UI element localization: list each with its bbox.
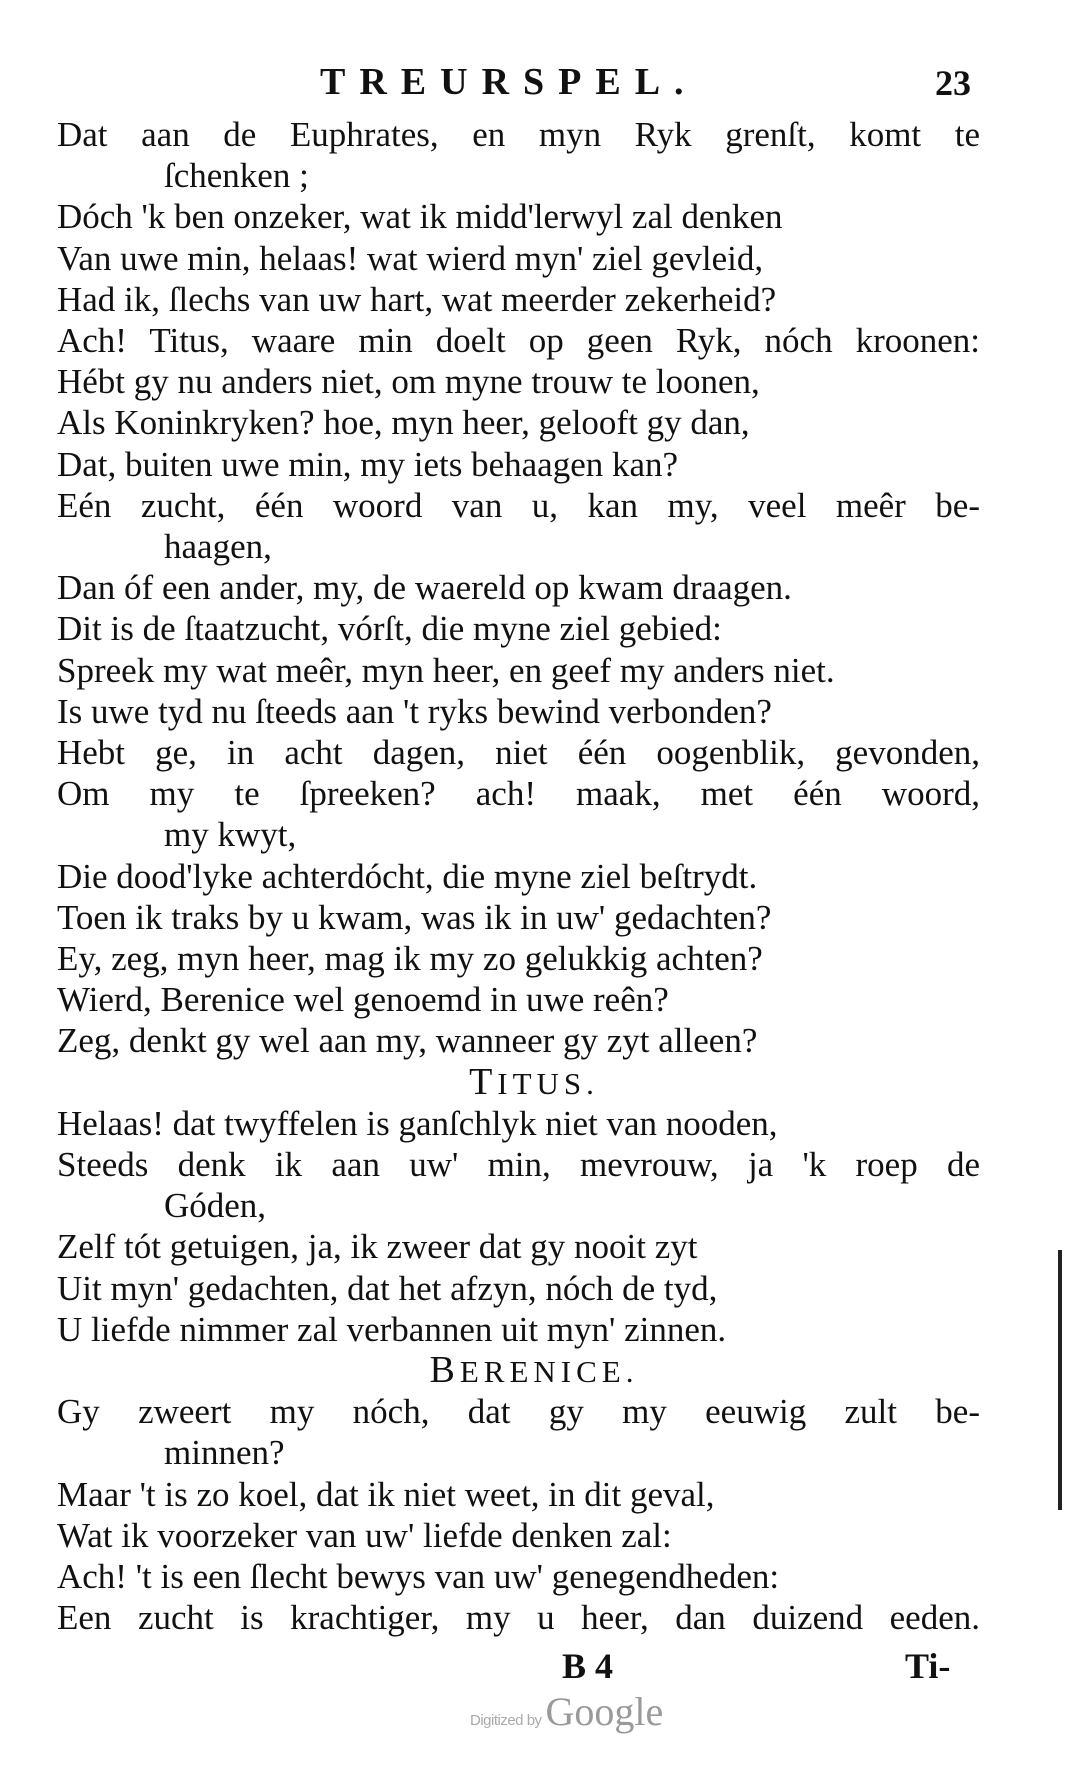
verse-line: Hebt ge, in acht dagen, niet één oogenblik, gevonden,: [57, 733, 980, 772]
verse-line: Gy zweert my nóch, dat gy my eeuwig zult be-: [57, 1392, 980, 1432]
digitized-by-google-watermark: [470, 1688, 663, 1735]
verse-line: ſchenken ;: [164, 156, 309, 196]
verse-line: Een zucht is krachtiger, my u heer, dan duizend eeden.: [57, 1598, 980, 1638]
verse-line: Om my te ſpreeken? ach! maak, met één woord,: [57, 774, 980, 814]
verse-line: Steeds denk ik aan uw' min, mevrouw, ja 'k roep de: [57, 1145, 980, 1184]
verse-line: Hébt gy nu anders niet, om myne trouw te loonen,: [57, 362, 760, 402]
page-number: 23: [935, 63, 971, 103]
verse-line: Is uwe tyd nu ſteeds aan 't ryks bewind verbonden?: [57, 691, 772, 731]
verse-line: U liefde nimmer zal verbannen uit myn' zinnen.: [57, 1309, 727, 1349]
verse-line: Uit myn' gedachten, dat het afzyn, nóch de tyd,: [57, 1268, 718, 1308]
verse-line: Zelf tót getuigen, ja, ik zweer dat gy nooit zyt: [57, 1227, 698, 1267]
verse-line: Wierd, Berenice wel genoemd in uwe reên?: [57, 980, 669, 1020]
verse-line: Die dood'lyke achterdócht, die myne ziel beſtrydt.: [57, 856, 758, 896]
speaker-heading: TITUS.: [469, 1060, 599, 1103]
verse-line: Eén zucht, één woord van u, kan my, veel meêr be-: [57, 485, 980, 525]
verse-line: Ey, zeg, myn heer, mag ik my zo gelukkig achten?: [57, 939, 763, 978]
catchword: Ti-: [905, 1646, 951, 1686]
verse-line: Toen ik traks by u kwam, was ik in uw' gedachten?: [57, 897, 772, 937]
google-logo: Google: [545, 1689, 664, 1734]
verse-line: Zeg, denkt gy wel aan my, wanneer gy zyt alleen?: [57, 1021, 758, 1061]
verse-line: haagen,: [164, 527, 272, 566]
verse-line: Ach! 't is een ſlecht bewys van uw' genegendheden:: [57, 1557, 780, 1596]
signature-mark: B 4: [562, 1646, 614, 1686]
verse-line: Had ik, ſlechs van uw hart, wat meerder zekerheid?: [57, 279, 777, 319]
verse-line: Dóch 'k ben onzeker, wat ik midd'lerwyl zal denken: [57, 197, 783, 237]
verse-line: Góden,: [164, 1186, 267, 1226]
verse-line: Maar 't is zo koel, dat ik niet weet, in dit geval,: [57, 1474, 715, 1514]
verse-line: Dat aan de Euphrates, en myn Ryk grenſt, komt te: [57, 115, 980, 154]
verse-line: minnen?: [164, 1433, 285, 1473]
verse-line: Dit is de ſtaatzucht, vórſt, die myne ziel gebied:: [57, 609, 722, 649]
verse-line: Als Koninkryken? hoe, myn heer, gelooft gy dan,: [57, 403, 750, 443]
page-edge-shadow: [1058, 1250, 1062, 1510]
verse-line: Van uwe min, helaas! wat wierd myn' ziel gevleid,: [57, 238, 764, 278]
verse-line: Wat ik voorzeker van uw' liefde denken zal:: [57, 1515, 672, 1555]
verse-line: my kwyt,: [164, 815, 297, 855]
watermark-small-text: Digitized by: [470, 1712, 542, 1729]
verse-line: Helaas! dat twyffelen is ganſchlyk niet van nooden,: [57, 1103, 778, 1143]
running-title: TREURSPEL.: [320, 61, 698, 103]
verse-line: Dat, buiten uwe min, my iets behaagen kan?: [57, 444, 679, 484]
verse-line: Dan óf een ander, my, de waereld op kwam draagen.: [57, 568, 792, 608]
speaker-heading: BERENICE.: [429, 1349, 639, 1391]
verse-line: Spreek my wat meêr, myn heer, en geef my anders niet.: [57, 650, 835, 690]
verse-line: Ach! Titus, waare min doelt op geen Ryk, nóch kroonen:: [57, 321, 980, 360]
running-header: [0, 60, 1068, 110]
